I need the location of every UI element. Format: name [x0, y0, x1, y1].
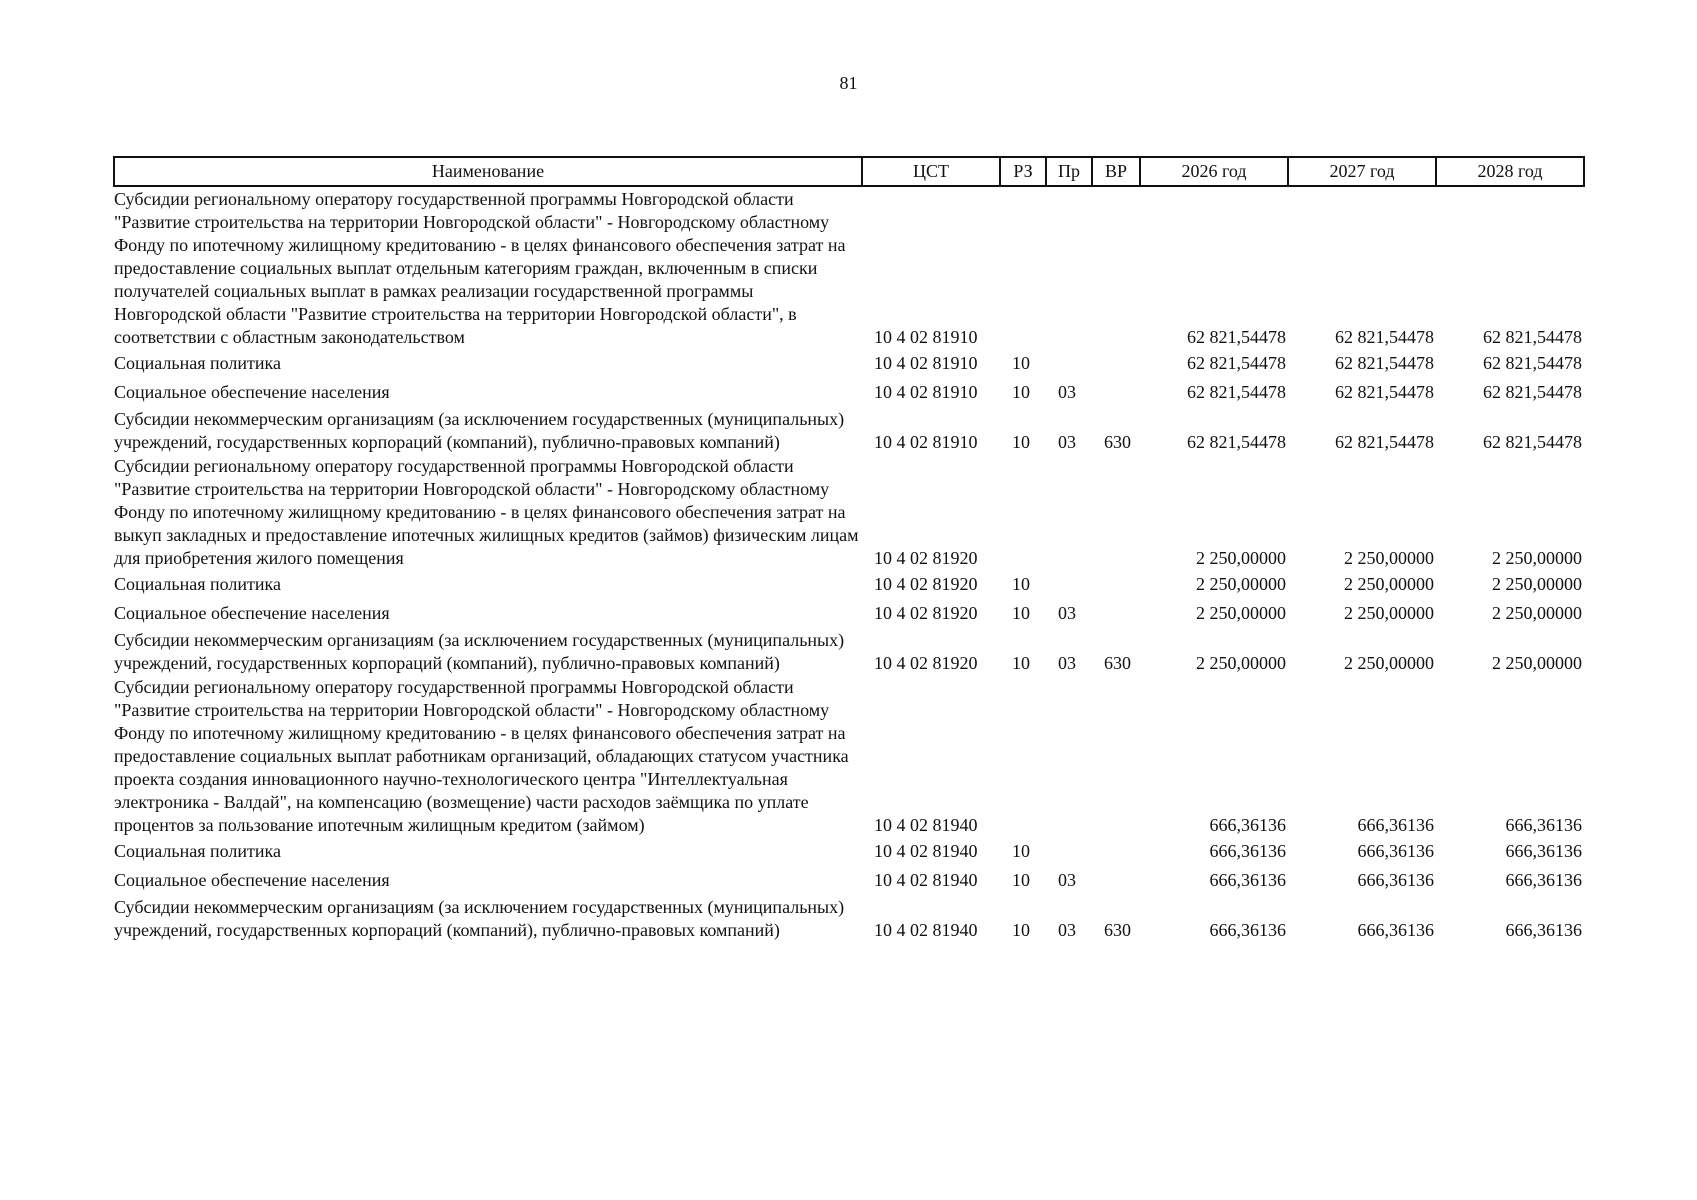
row-rz: [1000, 186, 1046, 349]
row-cst: 10 4 02 81910: [874, 327, 978, 347]
row-cst: 10 4 02 81910: [874, 353, 978, 373]
header-cst: ЦСТ: [862, 157, 1000, 186]
row-2027: 2 250,00000: [1344, 548, 1434, 568]
row-2028: 62 821,54478: [1483, 327, 1582, 347]
row-2028: 2 250,00000: [1492, 653, 1582, 673]
row-cst: 10 4 02 81940: [874, 920, 978, 940]
row-rz: 10: [1012, 870, 1030, 890]
table-body: [114, 186, 1584, 942]
row-cst: 10 4 02 81920: [874, 603, 978, 623]
row-2028: 2 250,00000: [1492, 548, 1582, 568]
row-cst: 10 4 02 81920: [874, 574, 978, 594]
row-rz: 10: [1012, 353, 1030, 373]
row-rz: 10: [1012, 432, 1030, 452]
table-row: [114, 186, 1584, 349]
row-name: Субсидии некоммерческим организациям (за исключением государственных (муниципальных) учреждений, государственных корпораций (компаний), публично-правовых компаний): [114, 897, 845, 940]
table-row: [114, 866, 1584, 895]
table-row: [114, 454, 1584, 570]
header-2027: 2027 год: [1288, 157, 1436, 186]
row-2027: 62 821,54478: [1335, 432, 1434, 452]
row-rz: [1000, 454, 1046, 570]
row-name: Субсидии некоммерческим организациям (за исключением государственных (муниципальных) учреждений, государственных корпораций (компаний), публично-правовых компаний): [114, 409, 845, 452]
row-2026: 666,36136: [1209, 870, 1286, 890]
row-2026: 2 250,00000: [1196, 653, 1286, 673]
row-pr: 03: [1058, 382, 1076, 402]
row-2026: 62 821,54478: [1187, 432, 1286, 452]
row-rz: 10: [1012, 920, 1030, 940]
row-name: Социальная политика: [114, 841, 281, 861]
row-pr: 03: [1058, 920, 1076, 940]
row-vr: [1092, 675, 1140, 837]
row-2026: 666,36136: [1209, 920, 1286, 940]
table-row: [114, 837, 1584, 866]
row-name: Субсидии некоммерческим организациям (за исключением государственных (муниципальных) учреждений, государственных корпораций (компаний), публично-правовых компаний): [114, 630, 845, 673]
row-2026: 62 821,54478: [1187, 382, 1286, 402]
table-header: [114, 157, 1584, 186]
table-row: [114, 895, 1584, 942]
row-2028: 2 250,00000: [1492, 574, 1582, 594]
row-rz: 10: [1012, 841, 1030, 861]
row-cst: 10 4 02 81910: [874, 382, 978, 402]
row-cst: 10 4 02 81920: [874, 653, 978, 673]
row-rz: 10: [1012, 653, 1030, 673]
table-row: [114, 570, 1584, 599]
row-name: Социальная политика: [114, 574, 281, 594]
row-2026: 666,36136: [1209, 841, 1286, 861]
row-2027: 2 250,00000: [1344, 653, 1434, 673]
row-vr: [1092, 378, 1140, 407]
row-2028: 2 250,00000: [1492, 603, 1582, 623]
row-name: Социальное обеспечение населения: [114, 870, 390, 890]
row-vr: [1092, 599, 1140, 628]
row-name: Социальное обеспечение населения: [114, 382, 390, 402]
header-rz: РЗ: [1000, 157, 1046, 186]
row-vr: 630: [1104, 432, 1131, 452]
budget-table: [113, 156, 1585, 942]
row-cst: 10 4 02 81940: [874, 870, 978, 890]
row-vr: [1092, 866, 1140, 895]
table-row: [114, 349, 1584, 378]
row-2027: 62 821,54478: [1335, 382, 1434, 402]
row-2027: 666,36136: [1357, 841, 1434, 861]
row-2026: 666,36136: [1209, 815, 1286, 835]
table-row: [114, 628, 1584, 675]
row-pr: 03: [1058, 432, 1076, 452]
row-name: Субсидии региональному оператору государственной программы Новгородской области "Развитие строительства на территории Новгородской области" - Новгородскому областному Фонду по ипотечному жилищному кредитованию - в целях финансового обеспечения затрат на выкуп закладных и предоставление ипотечных жилищных кредитов (займов) физическим лицам для приобретения жилого помещения: [114, 456, 859, 568]
row-vr: 630: [1104, 920, 1131, 940]
row-2028: 62 821,54478: [1483, 432, 1582, 452]
row-2028: 62 821,54478: [1483, 353, 1582, 373]
row-2028: 666,36136: [1505, 920, 1582, 940]
row-vr: [1092, 570, 1140, 599]
table-row: [114, 407, 1584, 454]
row-rz: 10: [1012, 574, 1030, 594]
row-vr: [1092, 349, 1140, 378]
row-name: Субсидии региональному оператору государственной программы Новгородской области "Развитие строительства на территории Новгородской области" - Новгородскому областному Фонду по ипотечному жилищному кредитованию - в целях финансового обеспечения затрат на предоставление социальных выплат работникам организаций, обладающих статусом участника проекта создания инновационного научно-технологического центра "Интеллектуальная электроника - Валдай", на компенсацию (возмещение) части расходов заёмщика по уплате процентов за пользование ипотечным жилищным кредитом (займом): [114, 677, 849, 835]
row-2026: 2 250,00000: [1196, 548, 1286, 568]
row-2026: 2 250,00000: [1196, 574, 1286, 594]
header-vr: ВР: [1092, 157, 1140, 186]
row-name: Социальное обеспечение населения: [114, 603, 390, 623]
row-pr: [1046, 675, 1092, 837]
row-rz: 10: [1012, 382, 1030, 402]
row-cst: 10 4 02 81920: [874, 548, 978, 568]
row-vr: [1092, 454, 1140, 570]
row-2027: 666,36136: [1357, 920, 1434, 940]
table-row: [114, 675, 1584, 837]
row-vr: 630: [1104, 653, 1131, 673]
row-name: Социальная политика: [114, 353, 281, 373]
table-row: [114, 378, 1584, 407]
row-2027: 2 250,00000: [1344, 574, 1434, 594]
row-pr: [1046, 454, 1092, 570]
row-cst: 10 4 02 81910: [874, 432, 978, 452]
header-pr: Пр: [1046, 157, 1092, 186]
row-name: Субсидии региональному оператору государственной программы Новгородской области "Развитие строительства на территории Новгородской области" - Новгородскому областному Фонду по ипотечному жилищному кредитованию - в целях финансового обеспечения затрат на предоставление социальных выплат отдельным категориям граждан, включенным в списки получателей социальных выплат в рамках реализации государственной программы Новгородской области "Развитие строительства на территории Новгородской области", в соответствии с областным законодательством: [114, 189, 846, 347]
page-number: 81: [839, 73, 858, 93]
row-2028: 62 821,54478: [1483, 382, 1582, 402]
row-pr: 03: [1058, 603, 1076, 623]
row-vr: [1092, 186, 1140, 349]
row-rz: [1000, 675, 1046, 837]
row-2027: 666,36136: [1357, 815, 1434, 835]
row-vr: [1092, 837, 1140, 866]
row-2027: 2 250,00000: [1344, 603, 1434, 623]
header-name: Наименование: [114, 157, 862, 186]
row-pr: [1046, 837, 1092, 866]
row-pr: [1046, 186, 1092, 349]
table-row: [114, 599, 1584, 628]
row-cst: 10 4 02 81940: [874, 841, 978, 861]
row-pr: [1046, 570, 1092, 599]
row-pr: [1046, 349, 1092, 378]
row-pr: 03: [1058, 870, 1076, 890]
row-2027: 666,36136: [1357, 870, 1434, 890]
header-2026: 2026 год: [1140, 157, 1288, 186]
row-rz: 10: [1012, 603, 1030, 623]
row-cst: 10 4 02 81940: [874, 815, 978, 835]
row-2026: 62 821,54478: [1187, 353, 1286, 373]
row-2026: 2 250,00000: [1196, 603, 1286, 623]
row-2026: 62 821,54478: [1187, 327, 1286, 347]
row-2028: 666,36136: [1505, 841, 1582, 861]
row-2027: 62 821,54478: [1335, 353, 1434, 373]
row-2028: 666,36136: [1505, 870, 1582, 890]
header-row: [114, 157, 1584, 186]
row-pr: 03: [1058, 653, 1076, 673]
row-2027: 62 821,54478: [1335, 327, 1434, 347]
header-2028: 2028 год: [1436, 157, 1584, 186]
row-2028: 666,36136: [1505, 815, 1582, 835]
